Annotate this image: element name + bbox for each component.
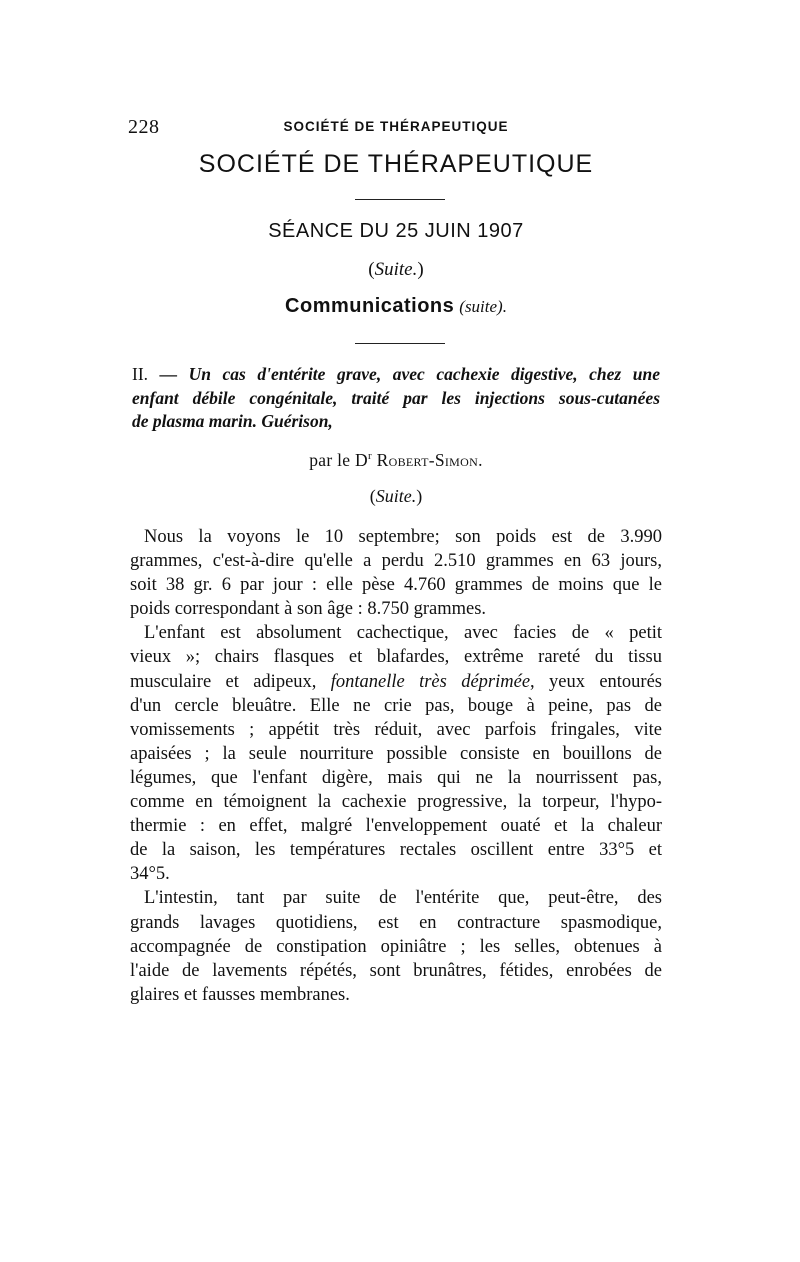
body-line: apaisées ; la seule nourriture possible consiste en bouillons de [130, 743, 662, 764]
session-heading: SÉANCE DU 25 JUIN 1907 [268, 220, 524, 242]
author-prefix-sup: r [367, 450, 372, 463]
body-line: thermie : en effet, malgré l'enveloppement ouaté et la chaleur [130, 816, 662, 837]
body-line: grammes, c'est-à-dire qu'elle a perdu 2.510 grammes en 63 jours, [130, 551, 662, 572]
body-line: poids correspondant à son âge : 8.750 grammes. [130, 599, 487, 620]
article-suite-text: Suite. [375, 486, 417, 506]
article-title-text-1: — Un cas d'entérite grave, avec cachexie digestive, chez une [159, 364, 661, 384]
body-line: soit 38 gr. 6 par jour : elle pèse 4.760 grammes de moins que le [130, 575, 662, 596]
title-rule [355, 199, 445, 200]
body-line-part: , yeux entourés [530, 671, 663, 692]
body-line: glaires et fausses membranes. [130, 984, 350, 1005]
body-line [130, 645, 662, 669]
body-line: 34°5. [130, 864, 170, 885]
session-suite: (Suite.) [368, 259, 424, 280]
body-line: l'aide de lavements répétés, sont brunâtres, fétides, enrobées de [130, 960, 662, 981]
running-title: SOCIÉTÉ DE THÉRAPEUTIQUE [283, 119, 509, 134]
body-text [130, 525, 662, 1007]
body-line-part: vieux »; chairs flasques et blafardes, extrême rareté du tissu [130, 647, 662, 668]
body-line-italic: fontanelle très déprimée [330, 671, 531, 692]
body-line-part: musculaire et adipeux, [130, 671, 331, 692]
article-title [132, 363, 660, 434]
main-title: SOCIÉTÉ DE THÉRAPEUTIQUE [198, 150, 594, 178]
body-line: légumes, que l'enfant digère, mais qui ne la nourrissent pas, [130, 767, 662, 788]
page-number: 228 [128, 116, 160, 138]
section-suite: (suite). [459, 297, 507, 316]
body-line: vomissements ; appétit très réduit, avec parfois fringales, vite [130, 719, 662, 740]
author-prefix: par le D [309, 450, 368, 470]
body-line: de la saison, les températures rectales oscillent entre 33°5 et [130, 840, 662, 861]
body-line: grands lavages quotidiens, est en contracture spasmodique, [130, 912, 662, 933]
section-heading [128, 295, 664, 318]
body-line: accompagnée de constipation opiniâtre ; les selles, obtenues à [130, 936, 662, 957]
running-header [128, 116, 664, 140]
body-line [130, 670, 662, 694]
article-numeral: II. [132, 364, 149, 384]
session-suite-text: Suite. [374, 259, 418, 280]
author-name: Robert-Simon. [376, 450, 483, 470]
body-line: d'un cercle bleuâtre. Elle ne crie pas, bouge à peine, pas de [130, 695, 662, 716]
body-line: L'intestin, tant par suite de l'entérite que, peut-être, des [144, 888, 662, 909]
article-title-line-1 [132, 363, 660, 387]
article-author [128, 450, 664, 471]
body-line: comme en témoignent la cachexie progressive, la torpeur, l'hypo- [130, 792, 662, 813]
body-line: L'enfant est absolument cachectique, avec facies de « petit [144, 623, 662, 644]
article-title-line-3: de plasma marin. Guérison, [132, 411, 333, 431]
article-title-line-2: enfant débile congénitale, traité par les injections sous-cutanées [132, 387, 660, 408]
article-suite: (Suite.) [369, 486, 423, 506]
body-line: Nous la voyons le 10 septembre; son poids est de 3.990 [144, 527, 662, 547]
section-rule [355, 343, 445, 344]
section-label: Communications [285, 295, 455, 317]
